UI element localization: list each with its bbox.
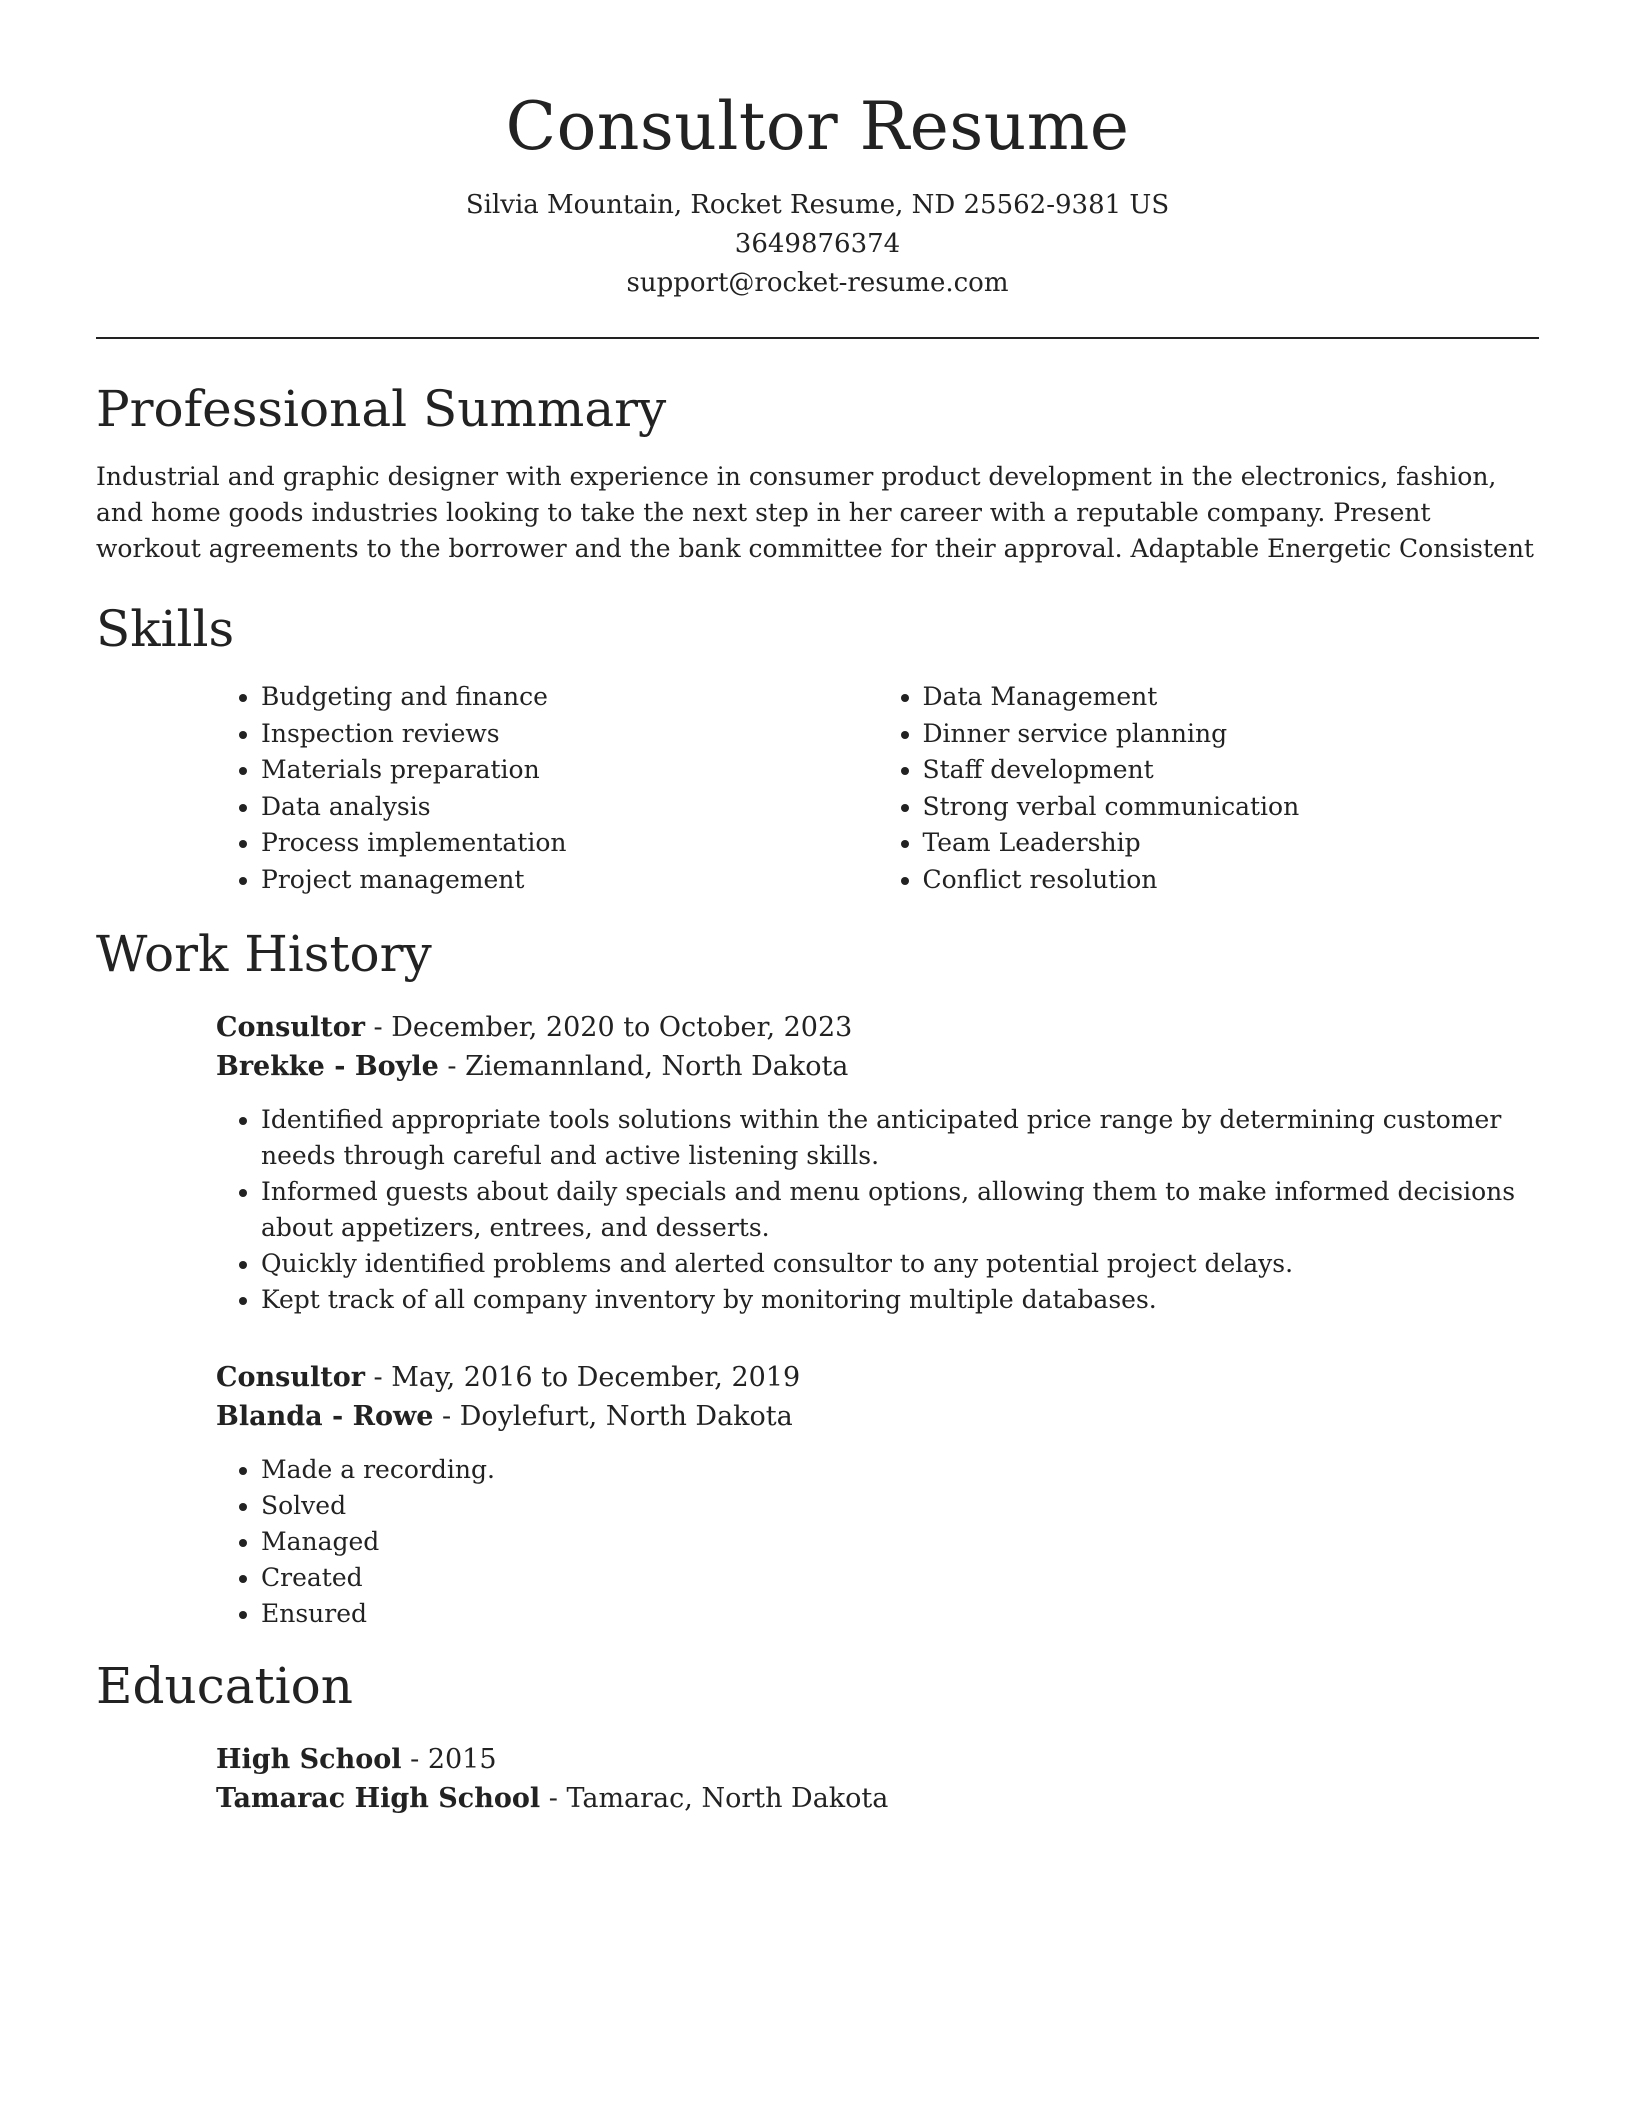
skill-item: • Strong verbal communication xyxy=(923,789,1540,826)
degree: High School xyxy=(216,1744,402,1775)
contact-block xyxy=(96,186,1539,303)
job-entry xyxy=(216,1008,1539,1318)
summary-text: Industrial and graphic designer with experience in consumer product development in the electronics, fashion, and home goods industries looking to take the next step in her career with a reputable company. Present workout agreements to the borrower and the bank committee for their approval. Adaptable Energetic Consistent xyxy=(96,462,1534,563)
contact-address: Silvia Mountain, Rocket Resume, ND 25562-9381 US xyxy=(465,190,1170,220)
job-duty: • Identified appropriate tools solutions within the anticipated price range by determining customer needs through careful and active listening skills. xyxy=(261,1102,1539,1174)
header-divider xyxy=(96,337,1539,339)
job-duty: • Managed xyxy=(261,1524,1539,1560)
job-duty: • Solved xyxy=(261,1488,1539,1524)
skill-item: • Materials preparation xyxy=(261,752,878,789)
school-location: - Tamarac, North Dakota xyxy=(540,1783,889,1814)
job-dates: - May, 2016 to December, 2019 xyxy=(364,1362,801,1393)
contact-phone: 3649876374 xyxy=(734,229,901,259)
graduation-year: - 2015 xyxy=(401,1744,497,1775)
skills-list-left xyxy=(216,679,878,898)
work-history-section xyxy=(96,922,1539,1632)
job-company-line xyxy=(216,1047,1539,1086)
summary-section xyxy=(96,377,1539,567)
degree-line xyxy=(216,1740,1539,1779)
job-entry xyxy=(216,1358,1539,1632)
skills-heading: Skills xyxy=(96,600,235,658)
skill-item: • Budgeting and finance xyxy=(261,679,878,716)
skills-section xyxy=(96,597,1539,898)
skill-item: • Staff development xyxy=(923,752,1540,789)
resume-title: Consultor Resume xyxy=(505,88,1130,165)
resume-page xyxy=(96,0,1539,1818)
job-duty: • Made a recording. xyxy=(261,1452,1539,1488)
school-line xyxy=(216,1779,1539,1818)
skill-item: • Inspection reviews xyxy=(261,716,878,753)
summary-heading: Professional Summary xyxy=(96,380,667,438)
job-duty: • Created xyxy=(261,1560,1539,1596)
education-section xyxy=(96,1654,1539,1818)
job-dates: - December, 2020 to October, 2023 xyxy=(364,1012,853,1043)
job-company: Blanda - Rowe xyxy=(216,1401,434,1432)
job-duty: • Ensured xyxy=(261,1596,1539,1632)
job-location: - Doylefurt, North Dakota xyxy=(433,1401,793,1432)
skill-item: • Process implementation xyxy=(261,825,878,862)
work-history-heading: Work History xyxy=(96,925,432,983)
job-title: Consultor xyxy=(216,1012,365,1043)
job-company: Brekke - Boyle xyxy=(216,1051,439,1082)
school-name: Tamarac High School xyxy=(216,1783,541,1814)
job-title-line xyxy=(216,1358,1539,1397)
job-location: - Ziemannland, North Dakota xyxy=(438,1051,849,1082)
skill-item: • Data Management xyxy=(923,679,1540,716)
skills-grid xyxy=(216,679,1539,898)
education-entry xyxy=(216,1740,1539,1818)
job-title-line xyxy=(216,1008,1539,1047)
skill-item: • Team Leadership xyxy=(923,825,1540,862)
skill-item: • Dinner service planning xyxy=(923,716,1540,753)
job-title: Consultor xyxy=(216,1362,365,1393)
job-duty: • Kept track of all company inventory by monitoring multiple databases. xyxy=(261,1282,1539,1318)
skills-list-right xyxy=(878,679,1540,898)
job-duties-list xyxy=(216,1452,1539,1632)
education-heading: Education xyxy=(96,1657,353,1715)
skill-item: • Project management xyxy=(261,862,878,899)
skill-item: • Conflict resolution xyxy=(923,862,1540,899)
contact-email: support@rocket-resume.com xyxy=(626,268,1009,298)
job-duty: • Informed guests about daily specials and menu options, allowing them to make informed decisions about appetizers, entrees, and desserts. xyxy=(261,1174,1539,1246)
skill-item: • Data analysis xyxy=(261,789,878,826)
job-company-line xyxy=(216,1397,1539,1436)
job-duties-list xyxy=(216,1102,1539,1318)
job-duty: • Quickly identified problems and alerted consultor to any potential project delays. xyxy=(261,1246,1539,1282)
